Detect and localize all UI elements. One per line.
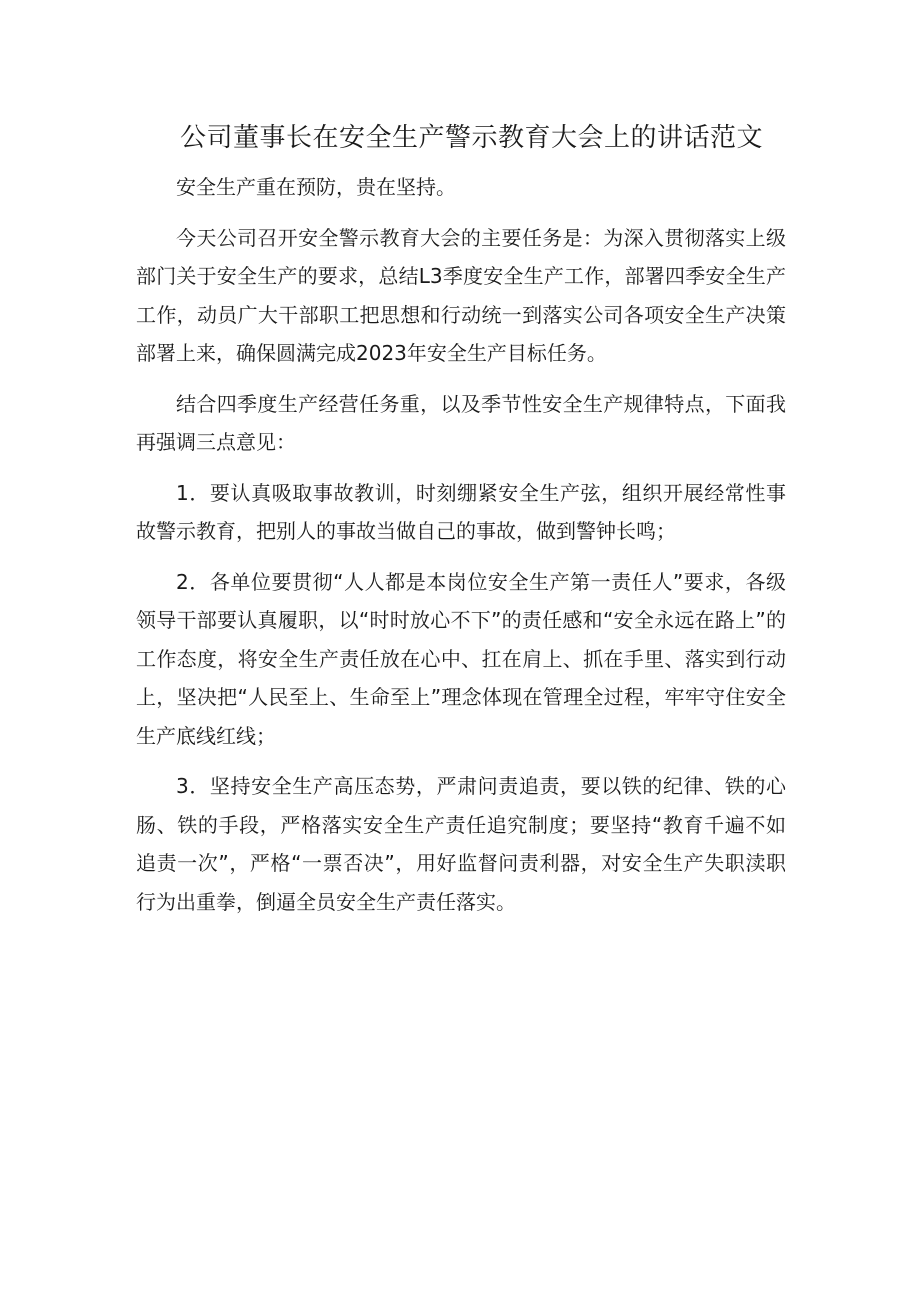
paragraph-three-points: 结合四季度生产经营任务重，以及季节性安全生产规律特点，下面我再强调三点意见： [136,391,786,454]
paragraph-point-2: 2．各单位要贯彻“人人都是本岗位安全生产第一责任人”要求，各级领导干部要认真履职，以“时时放心不下”的责任感和“安全永远在路上”的工作态度，将安全生产责任放在心中、扛在肩上、抓在手里、落实到行动上，坚决把“人民至上、生命至上”理念体现在管理全过程，牢牢守住安全生产底线红线； [136,569,786,748]
paragraph-point-3: 3．坚持安全生产高压态势，严肃问责追责，要以铁的纪律、铁的心肠、铁的手段，严格落实安全生产责任追究制度；要坚持“教育千遍不如追责一次”，严格“一票否决”，用好监督问责利器，对安全生产失职渎职行为出重拳，倒逼全员安全生产责任落实。 [136,774,786,914]
document-body [136,168,786,933]
paragraph-intro: 安全生产重在预防，贵在坚持。 [176,175,456,199]
paragraph-point-1: 1．要认真吸取事故教训，时刻绷紧安全生产弦，组织开展经常性事故警示教育，把别人的事故当做自己的事故，做到警钟长鸣； [136,480,786,543]
document-title: 公司董事长在安全生产警示教育大会上的讲话范文 [180,123,764,153]
paragraph-meeting-tasks: 今天公司召开安全警示教育大会的主要任务是：为深入贯彻落实上级部门关于安全生产的要求，总结L3季度安全生产工作，部署四季安全生产工作，动员广大干部职工把思想和行动统一到落实公司各项安全生产决策部署上来，确保圆满完成2023年安全生产目标任务。 [136,225,786,365]
